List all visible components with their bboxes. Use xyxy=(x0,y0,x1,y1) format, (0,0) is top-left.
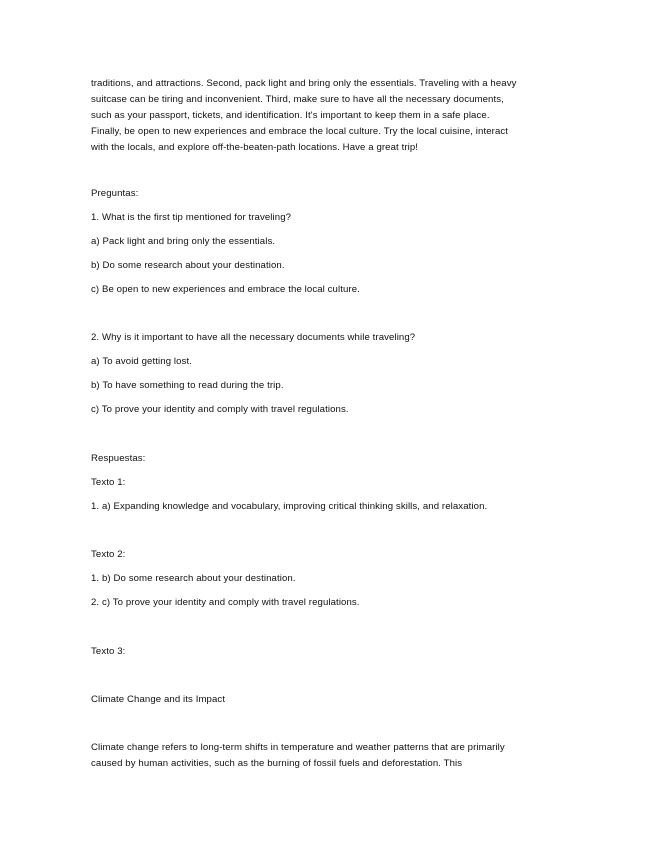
question-1: 1. What is the first tip mentioned for traveling? xyxy=(91,212,292,223)
texto-2-answer-1: 1. b) Do some research about your destination. xyxy=(91,573,296,584)
texto-1-heading: Texto 1: xyxy=(91,477,126,488)
texto-3-title: Climate Change and its Impact xyxy=(91,694,226,705)
question-1-option-b: b) Do some research about your destination. xyxy=(91,260,285,271)
question-1-option-a: a) Pack light and bring only the essentials. xyxy=(91,236,276,247)
intro-line-1: traditions, and attractions. Second, pack light and bring only the essentials. Traveling with a heavy xyxy=(91,78,517,89)
question-1-option-c: c) Be open to new experiences and embrace the local culture. xyxy=(91,284,360,295)
question-2-option-c: c) To prove your identity and comply with travel regulations. xyxy=(91,404,349,415)
texto-2-answer-2: 2. c) To prove your identity and comply with travel regulations. xyxy=(91,597,360,608)
texto-1-answer-1: 1. a) Expanding knowledge and vocabulary, improving critical thinking skills, and relaxation. xyxy=(91,501,488,512)
question-2-option-a: a) To avoid getting lost. xyxy=(91,356,192,367)
intro-line-3: such as your passport, tickets, and identification. It's important to keep them in a safe place. xyxy=(91,110,490,121)
intro-line-4: Finally, be open to new experiences and embrace the local culture. Try the local cuisine, interact xyxy=(91,126,509,137)
question-2: 2. Why is it important to have all the necessary documents while traveling? xyxy=(91,332,416,343)
question-2-option-b: b) To have something to read during the trip. xyxy=(91,380,284,391)
respuestas-heading: Respuestas: xyxy=(91,453,146,464)
preguntas-heading: Preguntas: xyxy=(91,188,139,199)
texto-3-line-1: Climate change refers to long-term shifts in temperature and weather patterns that are primarily xyxy=(91,742,505,753)
texto-2-heading: Texto 2: xyxy=(91,549,126,560)
intro-paragraph xyxy=(91,76,571,156)
texto-3-line-2: caused by human activities, such as the burning of fossil fuels and deforestation. This xyxy=(91,758,463,769)
intro-line-2: suitcase can be tiring and inconvenient. Third, make sure to have all the necessary documents, xyxy=(91,94,504,105)
intro-line-5: with the locals, and explore off-the-beaten-path locations. Have a great trip! xyxy=(91,142,419,153)
texto-3-paragraph xyxy=(91,740,571,772)
texto-3-heading: Texto 3: xyxy=(91,646,126,657)
